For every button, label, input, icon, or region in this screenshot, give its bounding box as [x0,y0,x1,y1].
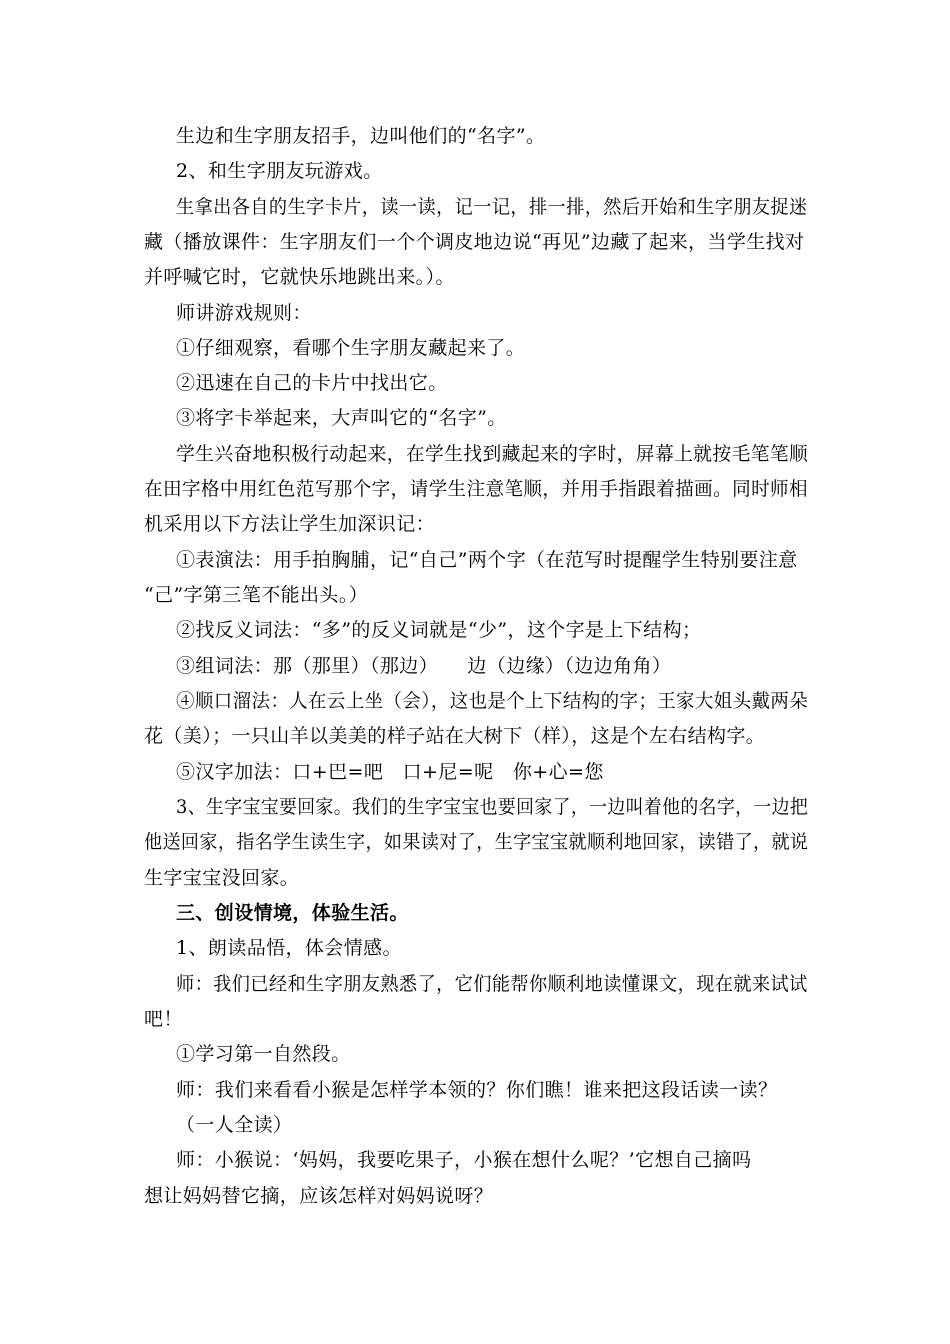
text-line: 生边和生字朋友招手，边叫他们的“名字”。 [176,125,546,147]
text-line: 3、生字宝宝要回家。我们的生字宝宝也要回家了，一边叫着他的名字，一边把 [176,796,809,818]
text-line: 吧！ [144,1008,183,1030]
text-line: 藏（播放课件：生字朋友们一个个调皮地边说“再见”边藏了起来，当学生找对 [144,231,805,253]
section-heading: 三、创设情境，体验生活。 [176,902,409,924]
text-line: 想让妈妈替它摘，应该怎样对妈妈说呀？ [144,1185,494,1207]
text-line: 并呼喊它时，它就快乐地跳出来。）。 [144,266,455,288]
text-line: ②找反义词法：“多”的反义词就是“少”，这个字是上下结构； [176,619,702,641]
text-line: 1、朗读品悟，体会情感。 [176,937,402,959]
text-line: ⑤汉字加法：口+巴=吧 口+尼=呢 你+心=您 [176,761,604,783]
text-line: 2、和生字朋友玩游戏。 [176,160,383,182]
text-line: ④顺口溜法：人在云上坐（会），这也是个上下结构的字；王家大姐头戴两朵 [176,690,809,712]
text-line: ①仔细观察，看哪个生字朋友藏起来了。 [176,337,526,359]
text-line: 在田字格中用红色范写那个字，请学生注意笔顺，并用手指跟着描画。同时师相 [144,478,809,500]
text-line: 生拿出各自的生字卡片，读一读，记一记，排一排，然后开始和生字朋友捉迷 [176,196,808,218]
text-line: 生字宝宝没回家。 [144,867,300,889]
text-line: 师讲游戏规则： [176,302,312,324]
text-line: 机采用以下方法让学生加深识记： [144,513,436,535]
text-line: 他送回家，指名学生读生字，如果读对了，生字宝宝就顺利地回家，读错了，就说 [144,831,809,853]
text-line: “己”字第三笔不能出头。） [144,584,369,606]
text-line: 学生兴奋地积极行动起来，在学生找到藏起来的字时，屏幕上就按毛笔笔顺 [176,443,809,465]
text-line: 师：我们来看看小猴是怎样学本领的？你们瞧！谁来把这段话读一读？ [176,1079,778,1101]
text-line: （一人全读） [176,1114,293,1136]
text-line: 花（美）；一只山羊以美美的样子站在大树下（样），这是个左右结构字。 [144,725,766,747]
text-line: 师：我们已经和生字朋友熟悉了，它们能帮你顺利地读懂课文，现在就来试试 [176,973,808,995]
text-line: ③组词法：那（那里）（那边） 边（边缘）（边边角角） [176,655,672,677]
text-line: ①表演法：用手拍胸脯，记“自己”两个字（在范写时提醒学生特别要注意 [176,549,798,571]
text-line: 师：小猴说：‘妈妈，我要吃果子，小猴在想什么呢？’它想自己摘吗 [176,1149,752,1171]
text-line: ①学习第一自然段。 [176,1043,351,1065]
text-line: ③将字卡举起来，大声叫它的“名字”。 [176,407,507,429]
text-line: ②迅速在自己的卡片中找出它。 [176,372,448,394]
